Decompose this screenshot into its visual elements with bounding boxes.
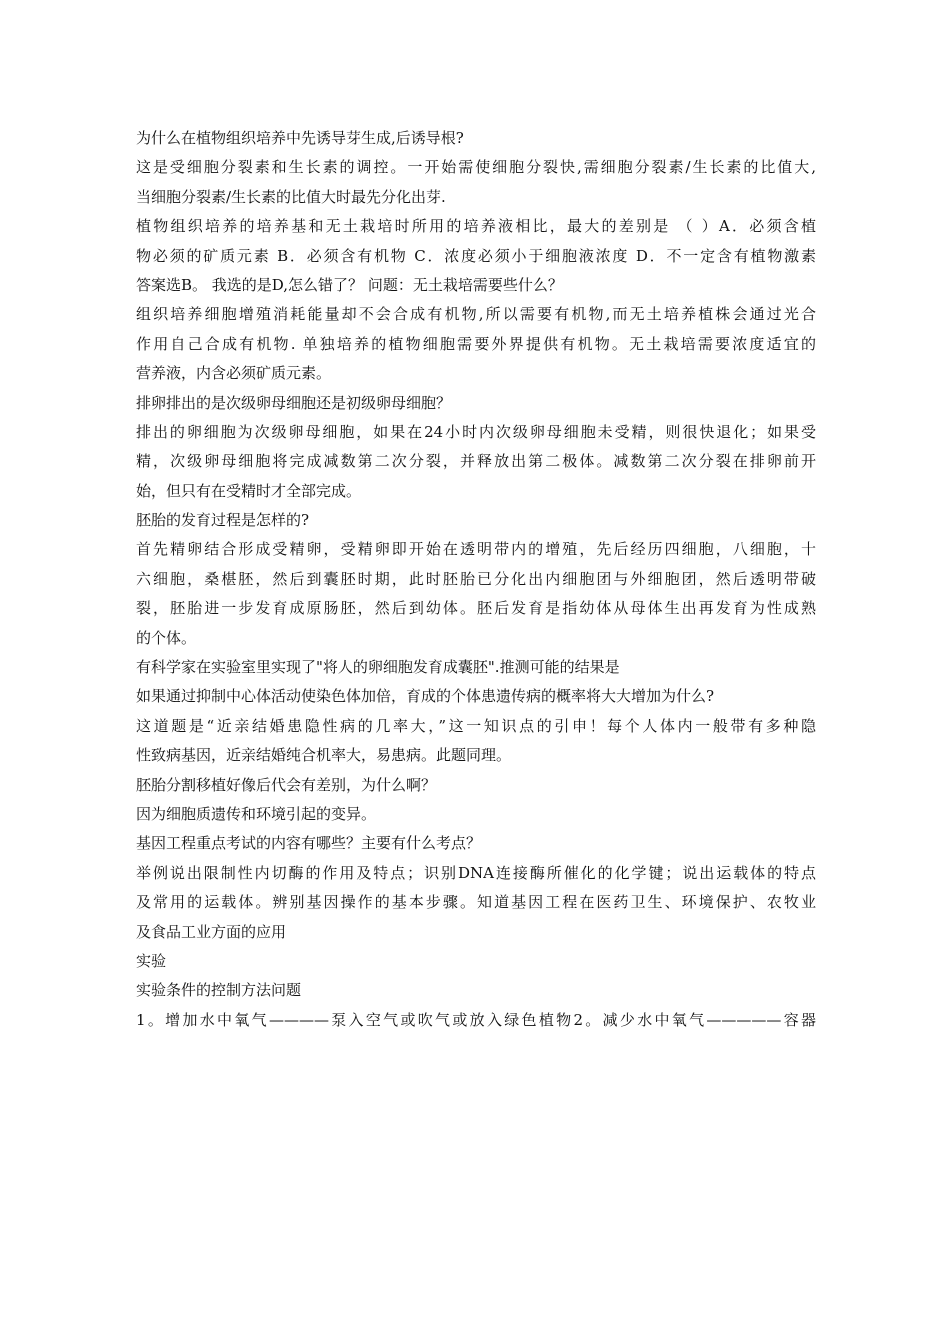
question-line: 基因工程重点考试的内容有哪些？主要有什么考点？ <box>136 834 482 853</box>
answer-line: 精，次级卵母细胞将完成减数第二次分裂，并释放出第二极体。减数第二次分裂在排卵前开 <box>136 452 816 471</box>
question-line: 为什么在植物组织培养中先诱导芽生成,后诱导根? <box>136 129 464 147</box>
question-line: 胚胎的发育过程是怎样的? <box>136 511 310 530</box>
document-body <box>136 124 816 1035</box>
answer-line: 及常用的运载体。辨别基因操作的基本步骤。知道基因工程在医药卫生、环境保护、农牧业 <box>136 893 816 912</box>
answer-line: 这是受细胞分裂素和生长素的调控。一开始需使细胞分裂快,需细胞分裂素/生长素的比值大, <box>136 158 816 177</box>
answer-line: 及食品工业方面的应用 <box>136 922 287 941</box>
answer-line: 六细胞，桑椹胚，然后到囊胚时期，此时胚胎已分化出内细胞团与外细胞团，然后透明带破 <box>136 569 816 588</box>
question-line: 有科学家在实验室里实现了"将人的卵细胞发育成囊胚".推测可能的结果是 <box>136 658 620 677</box>
answer-line: 的个体。 <box>136 628 197 647</box>
answer-line: 作用自己合成有机物. 单独培养的植物细胞需要外界提供有机物。无土栽培需要浓度适宜的 <box>136 334 816 353</box>
question-line: 答案选B。 我选的是D,怎么错了？ 问题：无土栽培需要些什么？ <box>136 275 563 294</box>
question-line: 植物组织培养的培养基和无土栽培时所用的培养液相比，最大的差别是 （ ）A．必须含植 <box>136 217 816 236</box>
question-line: 如果通过抑制中心体活动使染色体加倍，育成的个体患遗传病的概率将大大增加为什么? <box>136 687 715 706</box>
section-heading: 实验 <box>136 951 167 970</box>
answer-line: 当细胞分裂素/生长素的比值大时最先分化出芽. <box>136 187 446 206</box>
answer-line: 始，但只有在受精时才全部完成。 <box>136 481 362 500</box>
body-line: 1。增加水中氧气————泵入空气或吹气或放入绿色植物2。减少水中氧气—————容器 <box>136 1010 816 1029</box>
answer-line: 裂，胚胎进一步发育成原肠胚，然后到幼体。胚后发育是指幼体从母体生出再发育为性成熟 <box>136 599 816 618</box>
answer-line: 举例说出限制性内切酶的作用及特点；识别DNA连接酶所催化的化学键；说出运载体的特点 <box>136 863 816 882</box>
question-line: 物必须的矿质元素 B．必须含有机物 C．浓度必须小于细胞液浓度 D．不一定含有植物激素 <box>136 246 816 265</box>
answer-line: 排出的卵细胞为次级卵母细胞，如果在24小时内次级卵母细胞未受精，则很快退化；如果受 <box>136 422 816 441</box>
answer-line: 营养液，内含必须矿质元素。 <box>136 364 332 383</box>
answer-line: 这道题是“近亲结婚患隐性病的几率大，”这一知识点的引申！每个人体内一般带有多种隐 <box>136 716 816 735</box>
subsection-heading: 实验条件的控制方法问题 <box>136 981 302 1000</box>
answer-line: 首先精卵结合形成受精卵，受精卵即开始在透明带内的增殖，先后经历四细胞，八细胞，十 <box>136 540 816 559</box>
answer-line: 性致病基因，近亲结婚纯合机率大，易患病。此题同理。 <box>136 746 512 765</box>
question-line: 胚胎分割移植好像后代会有差别，为什么啊？ <box>136 775 437 794</box>
answer-line: 因为细胞质遗传和环境引起的变异。 <box>136 804 377 823</box>
question-line: 排卵排出的是次级卵母细胞还是初级卵母细胞？ <box>136 393 452 412</box>
answer-line: 组织培养细胞增殖消耗能量却不会合成有机物,所以需要有机物,而无土培养植株会通过光合 <box>136 305 816 324</box>
